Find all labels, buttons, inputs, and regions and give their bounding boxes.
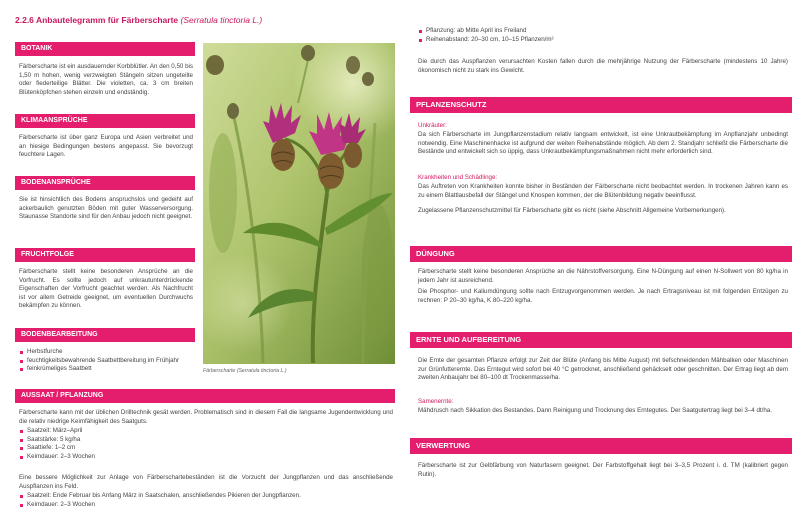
krankheiten-text: Das Auftreten von Krankheiten konnte bisher in Beständen der Färberscharte nicht beobachtet werden. In trockenen Jahren kann es zu einem Blattlausbefall der Stängel und Knospen kommen, der die Blütenbildung negativ beeinflusst.: [418, 183, 788, 199]
duengung-text-1: Färberscharte stellt keine besonderen Ansprüche an die Nährstoffversorgung. Eine N-Düngung auf einen N-Sollwert von 80 kg/ha in jedem Jahr ist ausreichend.: [418, 268, 788, 284]
pflanzung-list: [418, 27, 788, 44]
list-item: feinkrümeliges Saatbett: [19, 365, 197, 374]
photo-caption: Färberscharte (Serratula tinctoria L.): [203, 368, 287, 374]
boden-text: Sie ist hinsichtlich des Bodens anspruchslos und gedeiht auf ackerbaulich genutzten Böden mit guter Wasserversorgung. Staunasse Standorte sind für den Anbau jedoch nicht geeignet.: [19, 196, 193, 221]
section-bar-botanik: BOTANIK: [15, 42, 195, 56]
page-heading: [15, 15, 262, 25]
section-bar-bodenbearbeitung: BODENBEARBEITUNG: [15, 328, 195, 342]
list-item: Herbstfurche: [19, 348, 197, 357]
samenernte-text: Mähdrusch nach Sikkation des Bestandes. Dann Reinigung und Trocknung des Erntegutes. Der Saatgutertrag liegt bei 3–4 dt/ha.: [418, 407, 772, 414]
pflanzenschutzmittel-text: Zugelassene Pflanzenschutzmittel für Färberscharte gibt es nicht (siehe Abschnitt Allgemeine Vorbemerkungen).: [418, 207, 726, 214]
verwertung-text: Färberscharte ist zur Gelbfärbung von Naturfasern geeignet. Der Farbstoffgehalt liegt bei 3–3,5 Prozent i. d. TM (kalibriert gegen Rutin).: [418, 462, 788, 478]
section-bar-fruchtfolge: FRUCHTFOLGE: [15, 248, 195, 262]
section-bar-verwertung: VERWERTUNG: [410, 438, 792, 454]
section-bar-ernte: ERNTE UND AUFBEREITUNG: [410, 332, 792, 348]
list-item: Saattiefe: 1–2 cm: [19, 444, 393, 453]
plant-photo: [203, 43, 395, 364]
heading-title: 2.2.6 Anbautelegramm für Färberscharte: [15, 15, 179, 25]
list-item: Saatzeit: März–April: [19, 427, 393, 436]
unkraeuter-text: Da sich Färberscharte im Jungpflanzenstadium relativ langsam entwickelt, ist eine Unkrautbekämpfung im Anpflanzjahr unbedingt notwendig. Eine Maschinenhacke ist aufgrund der weiten Reihenabstände möglich. Ab dem 2. Standjahr schließt die Färberscharte die Bestände und entwickelt sich so üppig, dass Unkrautbekämpfungsmaßnahmen nicht mehr erforderlich sind.: [418, 131, 788, 156]
section-bar-pflanzenschutz: PFLANZENSCHUTZ: [410, 97, 792, 113]
list-item: Saatzeit: Ende Februar bis Anfang März in Saatschalen, anschließendes Pikieren der Jungpflanzen.: [19, 492, 393, 501]
aussaat-text-2: Eine bessere Möglichkeit zur Anlage von Färberschartebeständen ist die Vorzucht der Jungpflanzen und das anschließende Auspflanzen ins Feld.: [19, 474, 393, 490]
section-bar-boden: BODENANSPRÜCHE: [15, 176, 195, 190]
aussaat-list-2: [19, 492, 393, 509]
unkraeuter-subheading: Unkräuter:: [418, 122, 447, 129]
krankheiten-subheading: Krankheiten und Schädlinge:: [418, 174, 498, 181]
list-item: Keimdauer: 2–3 Wochen: [19, 501, 393, 510]
section-bar-aussaat: AUSSAAT / PFLANZUNG: [15, 389, 395, 403]
section-bar-duengung: DÜNGUNG: [410, 246, 792, 262]
samenernte-subheading: Samenernte:: [418, 398, 454, 405]
fruchtfolge-text: Färberscharte stellt keine besonderen Ansprüche an die Vorfrucht. Es sollte jedoch auf unkrautunterdrückende Eigenschaften der Vorfrucht geachtet werden. Als Nachfrucht ist vor allem Getreide geeignet, um eventuellen Durchwuchs bekämpfen zu können.: [19, 268, 193, 310]
aussaat-text-1: Färberscharte kann mit der üblichen Drilltechnik gesät werden. Problematisch sind in diesem Fall die langsame Jugendentwicklung und die relativ niedrige Keimfähigkeit des Saatguts.: [19, 409, 393, 425]
duengung-text-2: Die Phosphor- und Kaliumdüngung sollte nach Entzugvorgenommen werden. Je nach Ertragsniveau ist mit folgenden Entzügen zu rechnen: P 20–30 kg/ha, K 80–220 kg/ha.: [418, 288, 788, 304]
section-bar-klima: KLIMAANSPRÜCHE: [15, 114, 195, 128]
list-item: feuchtigkeitsbewahrende Saatbettbereitung im Frühjahr: [19, 357, 197, 366]
bodenbearbeitung-list: [19, 348, 197, 374]
pflanzung-cost-text: Die durch das Auspflanzen verursachten Kosten fallen durch die mehrjährige Nutzung der Färberscharte (mindestens 10 Jahre) ökonomisch nicht zu stark ins Gewicht.: [418, 58, 788, 74]
aussaat-list-1: [19, 427, 393, 461]
botanik-text: Färberscharte ist ein ausdauernder Korbblütler. An den 0,50 bis 1,50 m hohen, wenig verzweigten Stängeln sitzen ungeteilte oder fiederteilige Blätter. Die violetten, ca. 3 cm breiten Blütenköpfchen stehen einzeln und endständig.: [19, 63, 193, 96]
heading-latin-name: (Serratula tinctoria L.): [180, 15, 263, 25]
list-item: Reihenabstand: 20–30 cm, 10–15 Pflanzen/m²: [418, 36, 788, 45]
ernte-text: Die Ernte der gesamten Pflanze erfolgt zur Zeit der Blüte (Anfang bis Mitte August) mit tiefschneidenden Mähbalken oder Maschinen zur Grünfutterernte. Das Erntegut wird sofort bei 40 °C getrocknet, anschließend gehäckselt oder geschnitten. Der Ertrag liegt ab dem zweiten Anbaujahr bei 80–100 dt Trockenmasse/ha.: [418, 357, 788, 382]
list-item: Keimdauer: 2–3 Wochen: [19, 453, 393, 462]
list-item: Pflanzung: ab Mitte April ins Freiland: [418, 27, 788, 36]
list-item: Saatstärke: 5 kg/ha: [19, 436, 393, 445]
klima-text: Färberscharte ist über ganz Europa und Asien verbreitet und an hiesige Bedingungen bestens angepasst. Sie bevorzugt feuchtere Lagen.: [19, 134, 193, 159]
